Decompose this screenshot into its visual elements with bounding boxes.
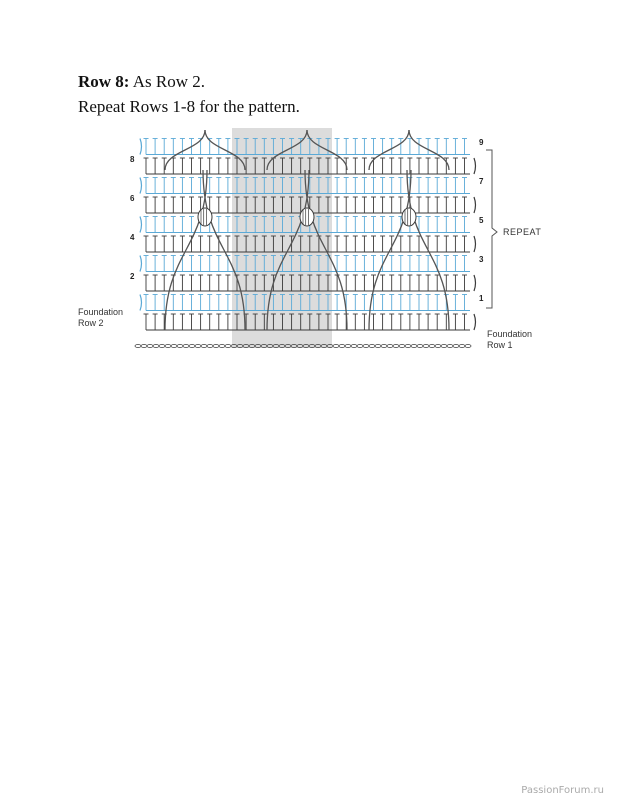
repeat-bracket [486, 150, 497, 308]
foundation-chain [135, 345, 471, 348]
foundation-row1-label: Foundation [487, 329, 533, 339]
stitch-chart [70, 126, 550, 356]
bobble [198, 208, 212, 226]
bobble [300, 208, 314, 226]
repeat-label: REPEAT [503, 227, 542, 237]
stitch-row [144, 275, 476, 291]
repeat-shade [232, 128, 332, 348]
row-number-right: 5 [479, 216, 484, 225]
row-number-left: 8 [130, 155, 135, 164]
watermark: PassionForum.ru [521, 785, 604, 796]
stitch-row [144, 236, 476, 252]
row-number-right: 7 [479, 177, 484, 186]
repeat-instruction: Repeat Rows 1-8 for the pattern. [78, 97, 300, 116]
row-number-left: 6 [130, 194, 135, 203]
cable-stitch [409, 130, 449, 170]
row8-body: As Row 2. [132, 72, 206, 91]
row-number-left: 4 [130, 233, 135, 242]
cable-stitch [165, 130, 205, 170]
row-number-right: 1 [479, 294, 484, 303]
stitch-row [144, 314, 476, 330]
cable-stitch [369, 130, 409, 170]
row-number-right: 3 [479, 255, 484, 264]
row-number-left: 2 [130, 272, 135, 281]
foundation-row1-label: Row 1 [487, 340, 513, 350]
row-number-right: 9 [479, 138, 484, 147]
row8-label: Row 8: [78, 72, 130, 91]
foundation-row2-label: Foundation [78, 307, 124, 317]
bobble [402, 208, 416, 226]
bobble-motifs [198, 208, 416, 226]
foundation-row2-label: Row 2 [78, 318, 104, 328]
row8-instruction [78, 72, 205, 92]
